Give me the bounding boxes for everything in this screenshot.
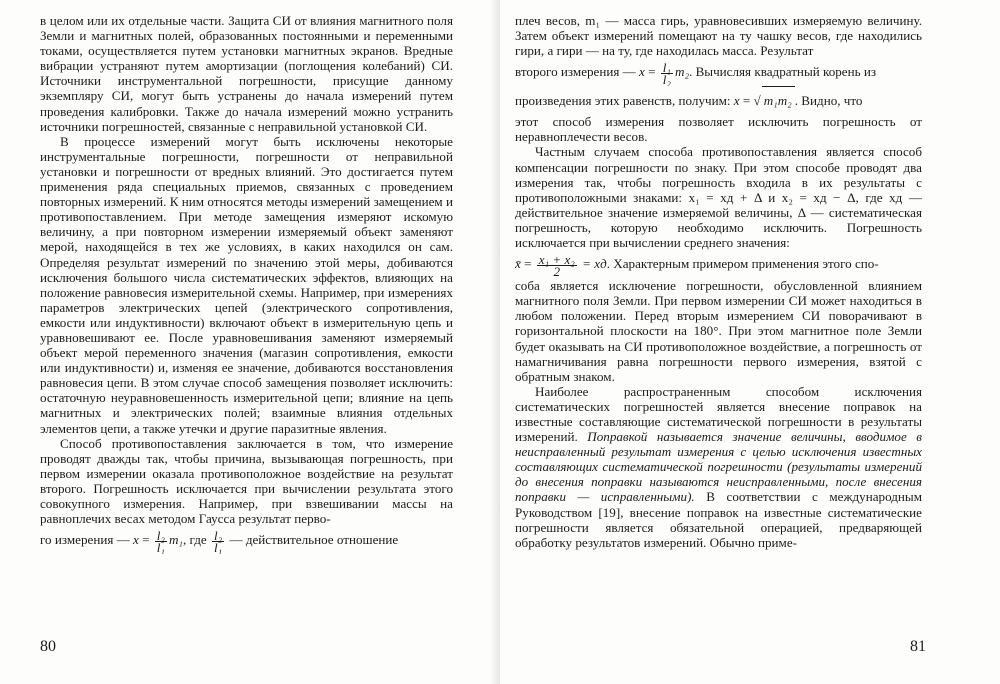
paragraph: В процессе измерений могут быть исключены некоторые инструментальные погрешности, погрешности от неправильной установки и погрешности от вредных влияний. Это достигается путем применения ряда специальных приемов, связанных с проведением повторных измерений. К ним относятся методы измерений замещением и противопоставлением. При методе замещения измеряют искомую величину, а при повторном измерении измеряемый объект заменяют мерой, находящейся в тех же условиях, в каких находился он сам. Определяя результат измерений по значению этой меры, добиваются исключения большого числа систематических эффектов, влияющих на положение равновесия измерительной схемы. Например, при измерениях параметров электрических цепей (электрического сопротивления, емкости или индуктивности) включают объект в измерительную цепь и уравновешивают ее. После уравновешивания заменяют измеряемый объект мерой переменного значения (магазин сопротивления, емкости или индуктивности) и, изменяя ее значение, добиваются восстановления равновесия цепи. В этом случае способ замещения позволяет исключить: остаточную неуравновешенность измерительной цепи; влияние на цепь магнитных и электрических полей; взаимные влияния отдельных элементов цепи, а также утечки и другие паразитные явления. (40, 133, 453, 436)
right-page-text (515, 13, 922, 550)
fraction: $\frac{\text{l₂}}{\text{l₁}}$ (213, 527, 223, 555)
formula-line: го измерения — x = $\frac{\text{l₂}}{\text{l₁}}$ m₁, где $\frac{\text{l₂}}{\text{l₁}}$ — действительное отношение (40, 527, 399, 555)
paragraph: Наиболее распространенным способом исключения систематических погрешностей является внесение поправок на известные составляющие систематической погрешности в результаты измерений. Поправкой называется значение величины, вводимое в неисправленный результат измерения с целью исключения известных составляющих систематической погрешности (результаты измерений до внесения поправки называются неисправленными, после внесения поправки — исправленными). В соответствии с международным Руководством [19], внесение поправок на известные систематические погрешности является обязательной операцией, предваряющей обработку результатов измерений. Обычно приме- (515, 383, 922, 550)
paragraph: этот способ измерения позволяет исключить погрешность от неравноплечести весов. (515, 114, 922, 145)
paragraph: соба является исключение погрешности, обусловленной влиянием магнитного поля Земли. При первом измерении СИ может находиться в любом положении. Перед вторым измерением СИ поворачивают в горизонтальной плоскости на 180°. При этом магнитное поле Земли будет оказывать на СИ противоположное воздействие, а погрешность от намагничивания равна погрешности первого измерения, взятой с обратным знаком. (515, 278, 922, 384)
formula-line: произведения этих равенств, получим: x = √ m₁m₂ . Видно, что (515, 86, 922, 114)
page-number: 81 (910, 638, 926, 655)
definition-italic: Поправкой называется значение величины, вводимое в неисправленный результат измерения с целью исключения известных составляющих систематической погрешности (результаты измерений до внесения поправки называются неисправленными, после внесения поправки — исправленными). (515, 429, 922, 505)
page-number: 80 (40, 638, 56, 655)
paragraph: в целом или их отдельные части. Защита СИ от влияния магнитного поля Земли и магнитных полей, образованных постоянными и переменными токами, осуществляется путем установки магнитных экранов. Вредные вибрации устраняют путем амортизации (поглощения колебаний) СИ. Источники инструментальной погрешности, присущие данному экземпляру СИ, могут быть устранены до начала измерений путем проведения калибровки. Также до начала измерений можно устранить источники погрешностей, связанные с неправильной установкой СИ. (40, 13, 453, 134)
paragraph: плеч весов, m₁ — масса гирь, уравновесивших измеряемую величину. Затем объект измерений помещают на ту чашку весов, где находились гири, а гири — на ту, где находилась масса. Результат (515, 13, 922, 59)
paragraph: Способ противопоставления заключается в том, что измерение проводят дважды так, чтобы причина, вызывающая погрешность, при первом измерении оказала противоположное воздействие на результат второго. Погрешность исключается при вычислении результата этого совокупного измерения. Например, при взвешивании массы на равноплечих весах методом Гаусса результат перво- (40, 435, 453, 527)
square-root: m₁m₂ (762, 86, 795, 114)
formula-line: x̄ = $\frac{\text{x₁ + x₂}}{2}$ = xд. Характерным примером применения этого спо- (515, 251, 879, 279)
fraction: $\frac{\text{l₂}}{\text{l₁}}$ (156, 527, 165, 555)
left-page-text (40, 13, 453, 554)
fraction: $\frac{\text{x₁ + x₂}}{2}$ (538, 251, 575, 279)
right-page (500, 0, 1000, 684)
paragraph: Частным случаем способа противопоставления является способ компенсации погрешности по знаку. При этом способе проводят два измерения так, чтобы погрешность входила в их результаты с противоположными знаками: x₁ = xд + Δ и x₂ = xд − Δ, где xд — действительное значение измеряемой величины, Δ — систематическая погрешность, которую необходимо исключить. Погрешность исключается при вычислении среднего значения: (515, 144, 922, 251)
fraction: $\frac{\text{l₁}}{\text{l₂}}$ (662, 59, 671, 87)
formula-line: второго измерения — x = $\frac{\text{l₁}}{\text{l₂}}$ m₂. Вычисляя квадратный корень из (515, 59, 877, 87)
